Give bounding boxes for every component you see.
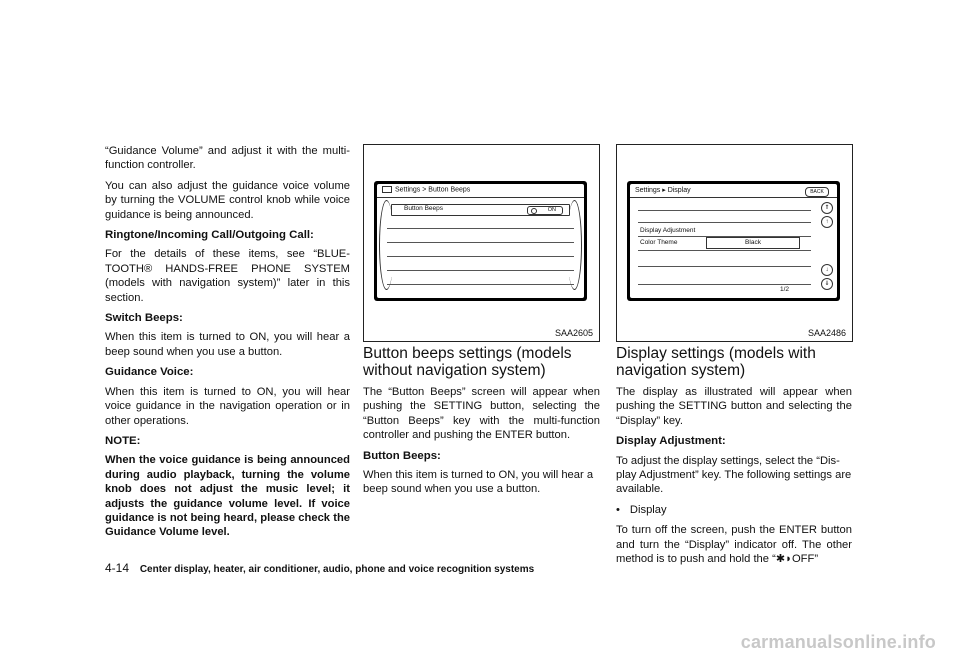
screen-illustration: [627, 181, 840, 301]
paragraph: The “Button Beeps” screen will appear when pushing the SETTING button, selecting the “Button Beeps” key with the multi-function controller and pushing the ENTER button.: [363, 386, 600, 442]
subheading-ringtone: Ringtone/Incoming Call/Outgoing Call:: [105, 229, 314, 242]
screen-title: Settings ▸ Display: [635, 187, 691, 194]
middle-column: [363, 345, 600, 503]
subheading-button-beeps: Button Beeps:: [363, 449, 441, 462]
watermark: carmanualsonline.info: [740, 632, 936, 652]
right-column: [616, 345, 852, 572]
paragraph: You can also adjust the guidance voice volume by turning the VOLUME control knob while voice guidance is being announced.: [105, 179, 350, 221]
subheading-guidance-voice: Guidance Voice:: [105, 366, 194, 379]
scroll-down-icon[interactable]: ↓: [821, 264, 833, 276]
subheading-display-adjustment: Display Adjustment:: [616, 435, 726, 448]
screen-title: Settings > Button Beeps: [382, 186, 470, 193]
scroll-up-icon[interactable]: ↑: [821, 216, 833, 228]
chapter-title: Center display, heater, air conditioner, audio, phone and voice recognition systems: [139, 564, 535, 575]
paragraph: When this item is turned to ON, you will hear a beep sound when you use a button.: [105, 331, 350, 358]
left-column: [105, 144, 350, 546]
page-down-icon[interactable]: ⇓: [821, 278, 833, 290]
button-beeps-row[interactable]: [391, 204, 570, 216]
display-adjustment-item[interactable]: Display Adjustment: [640, 227, 696, 234]
figure-display-settings: [616, 144, 853, 342]
bullet-text: Display: [629, 503, 667, 516]
paragraph: When this item is turned to ON, you will hear a beep sound when you use a button.: [363, 469, 594, 496]
row-label: Button Beeps: [404, 205, 444, 212]
note-label: NOTE:: [105, 434, 141, 447]
on-indicator: ON: [527, 206, 563, 215]
paragraph: “Guidance Volume” and adjust it with the multi-function controller.: [105, 145, 350, 172]
section-heading: Button beeps settings (models without navigation system): [363, 345, 572, 379]
color-theme-value[interactable]: Black: [706, 237, 800, 249]
paragraph: To turn off the screen, push the ENTER button and turn the “Display” indicator off. The other method is to push and hold the “✱◗OFF”: [616, 524, 852, 566]
color-theme-item[interactable]: Color Theme: [640, 239, 678, 246]
figure-caption: SAA2486: [807, 328, 846, 338]
page-footer: [105, 561, 534, 575]
note-text: When the voice guidance is being announced during audio playback, turning the volume knob does not adjust the music level; it adjusts the guidance volume level. If voice guidance is not being heard, please check the Guidance Volume level.: [105, 454, 350, 539]
back-button[interactable]: BACK: [805, 187, 829, 197]
page-up-icon[interactable]: ⇑: [821, 202, 833, 214]
page-number: 4-14: [105, 561, 130, 575]
bullet-item: [616, 503, 852, 517]
section-heading: Display settings (models with navigation system): [616, 345, 816, 379]
paragraph: When this item is turned to ON, you will hear voice guidance in the navigation operation or in other operations.: [105, 385, 350, 427]
paragraph: The display as illustrated will appear when pushing the SETTING button and selecting the “Display” key.: [616, 386, 852, 427]
page-indicator: 1/2: [780, 286, 790, 293]
screen-illustration: [374, 181, 587, 301]
figure-caption: SAA2605: [554, 328, 593, 338]
figure-button-beeps: [363, 144, 600, 342]
settings-icon: [382, 186, 392, 193]
paragraph: To adjust the display settings, select the “Dis-play Adjustment” key. The following settings are available.: [616, 454, 852, 496]
brightness-icon: ✱◗: [775, 553, 792, 566]
indicator-dot-icon: [531, 208, 537, 214]
paragraph: For the details of these items, see “BLUE-TOOTH® HANDS-FREE PHONE SYSTEM (models with navigation system)” later in this section.: [105, 248, 350, 304]
subheading-switch-beeps: Switch Beeps:: [105, 312, 183, 325]
bullet-mark: •: [616, 503, 620, 516]
